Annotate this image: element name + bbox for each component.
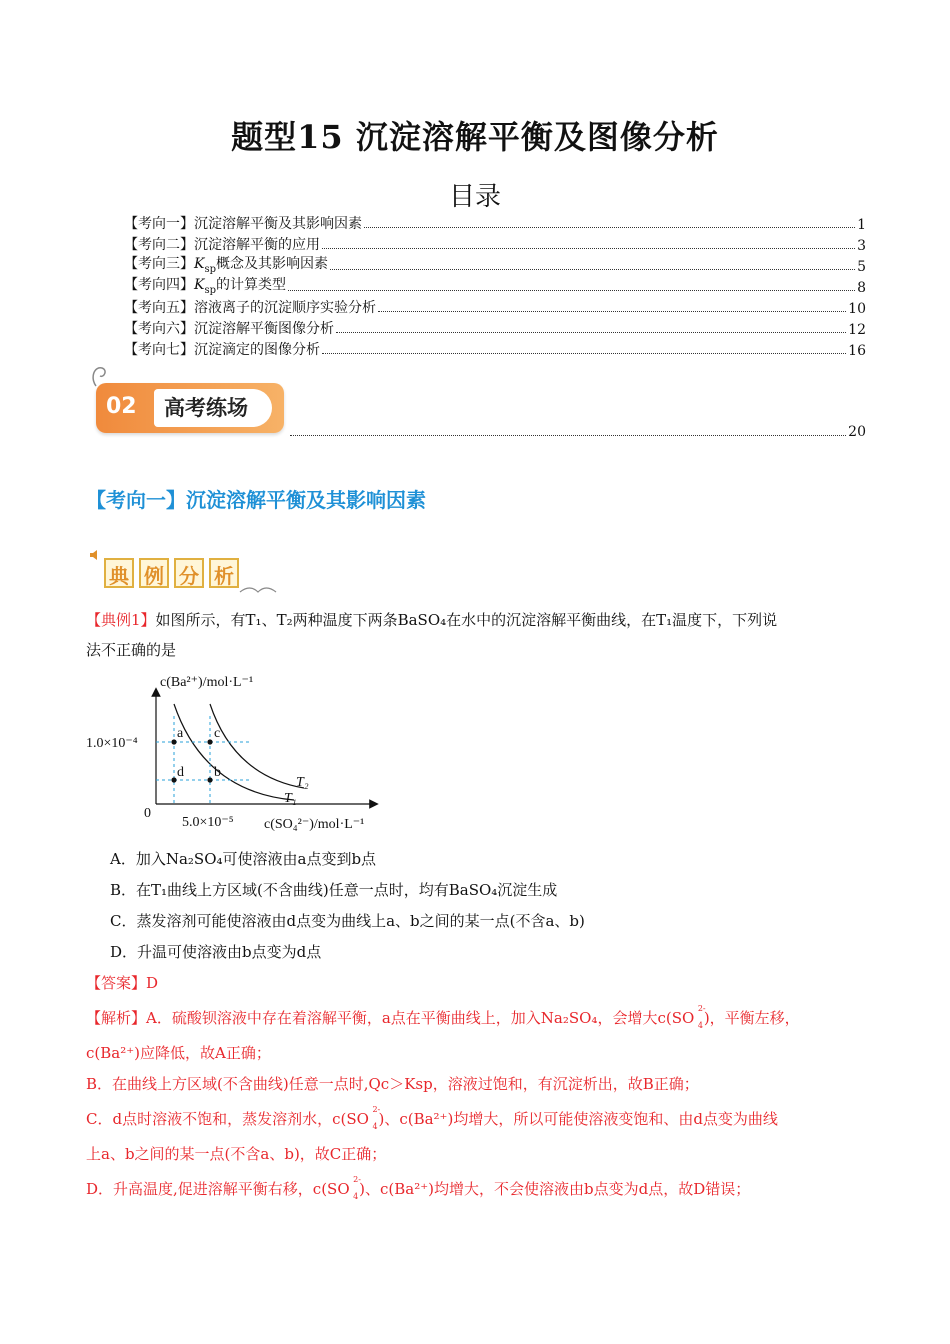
toc-entry[interactable] [124, 233, 866, 254]
point-label-b: b [214, 765, 221, 780]
toc-tag: 【考向二】 [124, 237, 194, 253]
solubility-graph [84, 664, 394, 836]
question-text: 法不正确的是 [86, 641, 177, 659]
practice-section-badge[interactable] [96, 383, 284, 433]
toc-page: 3 [857, 238, 866, 254]
toc-symbol-sub: sp [204, 285, 217, 296]
ion-charge: 2- [353, 1175, 361, 1184]
curve-label-t1: T₁ [284, 791, 297, 806]
option-b[interactable]: B．在T₁曲线上方区域(不含曲线)任意一点时，均有BaSO₄沉淀生成 [110, 881, 558, 899]
option-a[interactable]: A．加入Na₂SO₄可使溶液由a点变到b点 [110, 850, 377, 868]
toc-text: 沉淀滴定的图像分析 [194, 342, 320, 358]
toc-page: 10 [848, 301, 866, 317]
toc-text: 的计算类型 [216, 277, 287, 294]
toc-entry[interactable] [124, 254, 866, 275]
analysis-line [86, 1174, 750, 1204]
toc-tag: 【考向六】 [124, 321, 194, 337]
point-c [207, 739, 212, 744]
analysis-text: D．升高温度,促进溶解平衡右移，c(SO [86, 1180, 350, 1198]
toc-text: 沉淀溶解平衡图像分析 [194, 321, 334, 337]
analysis-text: )、c(Ba²⁺)均增大，不会使溶液由b点变为d点，故D错误； [359, 1180, 751, 1198]
curve-t1 [174, 704, 294, 800]
x-axis-label: c(SO₄²⁻)/mol·L⁻¹ [264, 817, 365, 832]
badge-toc-entry[interactable] [290, 424, 866, 440]
book-icon [238, 582, 278, 596]
toc-text: 沉淀溶解平衡及其影响因素 [194, 216, 362, 232]
sulfate-ion-marker [694, 1003, 704, 1033]
analysis-text: C．d点时溶液不饱和，蒸发溶剂水，c(SO [86, 1110, 369, 1128]
toc-symbol: K [194, 277, 205, 294]
analysis-line: c(Ba²⁺)应降低，故A正确； [86, 1044, 271, 1062]
sulfate-ion-marker [350, 1174, 360, 1204]
example-char: 析 [209, 558, 239, 588]
ion-subscript: 4 [372, 1122, 378, 1131]
toc-page: 12 [848, 322, 866, 338]
x-tick-label: 5.0×10⁻⁵ [182, 815, 234, 830]
example-char: 例 [139, 558, 169, 588]
y-axis-label: c(Ba²⁺)/mol·L⁻¹ [160, 675, 254, 690]
example-char: 分 [174, 558, 204, 588]
curve-label-t2: T₂ [296, 775, 309, 790]
analysis-line: 上a、b之间的某一点(不含a、b)，故C正确； [86, 1145, 387, 1163]
toc-page: 5 [857, 259, 866, 275]
toc-page: 16 [848, 343, 866, 359]
toc-text: 沉淀溶解平衡的应用 [194, 237, 320, 253]
answer: 【答案】D [86, 974, 159, 992]
toc-tag: 【考向七】 [124, 342, 194, 358]
y-tick-label: 1.0×10⁻⁴ [86, 736, 138, 751]
ion-subscript: 4 [353, 1192, 359, 1201]
example-label: 【典例1】 [86, 611, 156, 629]
point-d [171, 777, 176, 782]
badge-label: 高考练场 [154, 389, 272, 427]
option-d[interactable]: D．升温可使溶液由b点变为d点 [110, 943, 322, 961]
point-a [171, 739, 176, 744]
toc-tag: 【考向三】 [124, 256, 194, 273]
analysis-line [86, 1104, 778, 1134]
point-label-d: d [177, 765, 184, 780]
toc-symbol: K [194, 256, 205, 273]
analysis-line [86, 1003, 800, 1033]
sulfate-ion-marker [369, 1104, 379, 1134]
toc-entry[interactable] [124, 212, 866, 233]
speaker-icon [88, 548, 102, 562]
section-heading: 【考向一】沉淀溶解平衡及其影响因素 [86, 488, 426, 512]
analysis-text: )，平衡左移， [703, 1009, 800, 1027]
table-of-contents [124, 212, 866, 359]
example-char: 典 [104, 558, 134, 588]
ion-subscript: 4 [697, 1021, 703, 1030]
toc-tag: 【考向四】 [124, 277, 194, 294]
analysis-line: B．在曲线上方区域(不含曲线)任意一点时,Qc＞Ksp，溶液过饱和，有沉淀析出，故B正确； [86, 1075, 699, 1093]
point-label-c: c [214, 726, 221, 741]
toc-entry[interactable] [124, 296, 866, 317]
badge-number: 02 [106, 394, 137, 419]
toc-entry[interactable] [124, 317, 866, 338]
toc-entry[interactable] [124, 338, 866, 359]
toc-text: 概念及其影响因素 [216, 256, 329, 273]
toc-heading: 目录 [448, 182, 501, 212]
toc-entry[interactable] [124, 275, 866, 296]
point-label-a: a [177, 726, 184, 741]
toc-page: 1 [857, 217, 866, 233]
toc-tag: 【考向五】 [124, 300, 194, 316]
toc-symbol-sub: sp [204, 264, 217, 275]
toc-page: 8 [857, 280, 866, 296]
analysis-text: 【解析】A．硫酸钡溶液中存在着溶解平衡，a点在平衡曲线上，加入Na₂SO₄，会增大c(SO [86, 1009, 695, 1027]
option-c[interactable]: C．蒸发溶剂可能使溶液由d点变为曲线上a、b之间的某一点(不含a、b) [110, 912, 585, 930]
ion-charge: 2- [697, 1004, 706, 1013]
point-b [207, 777, 212, 782]
toc-text: 溶液离子的沉淀顺序实验分析 [194, 300, 376, 316]
question-text: 如图所示，有T₁、T₂两种温度下两条BaSO₄在水中的沉淀溶解平衡曲线，在T₁温度下，下列说 [155, 611, 778, 629]
page-title: 题型15 沉淀溶解平衡及图像分析 [231, 118, 719, 156]
ion-charge: 2- [372, 1105, 381, 1114]
origin-label: 0 [144, 806, 151, 821]
example-question [86, 605, 866, 665]
toc-page: 20 [848, 424, 866, 440]
toc-tag: 【考向一】 [124, 216, 194, 232]
analysis-text: )、c(Ba²⁺)均增大，所以可能使溶液变饱和、由d点变为曲线 [378, 1110, 778, 1128]
